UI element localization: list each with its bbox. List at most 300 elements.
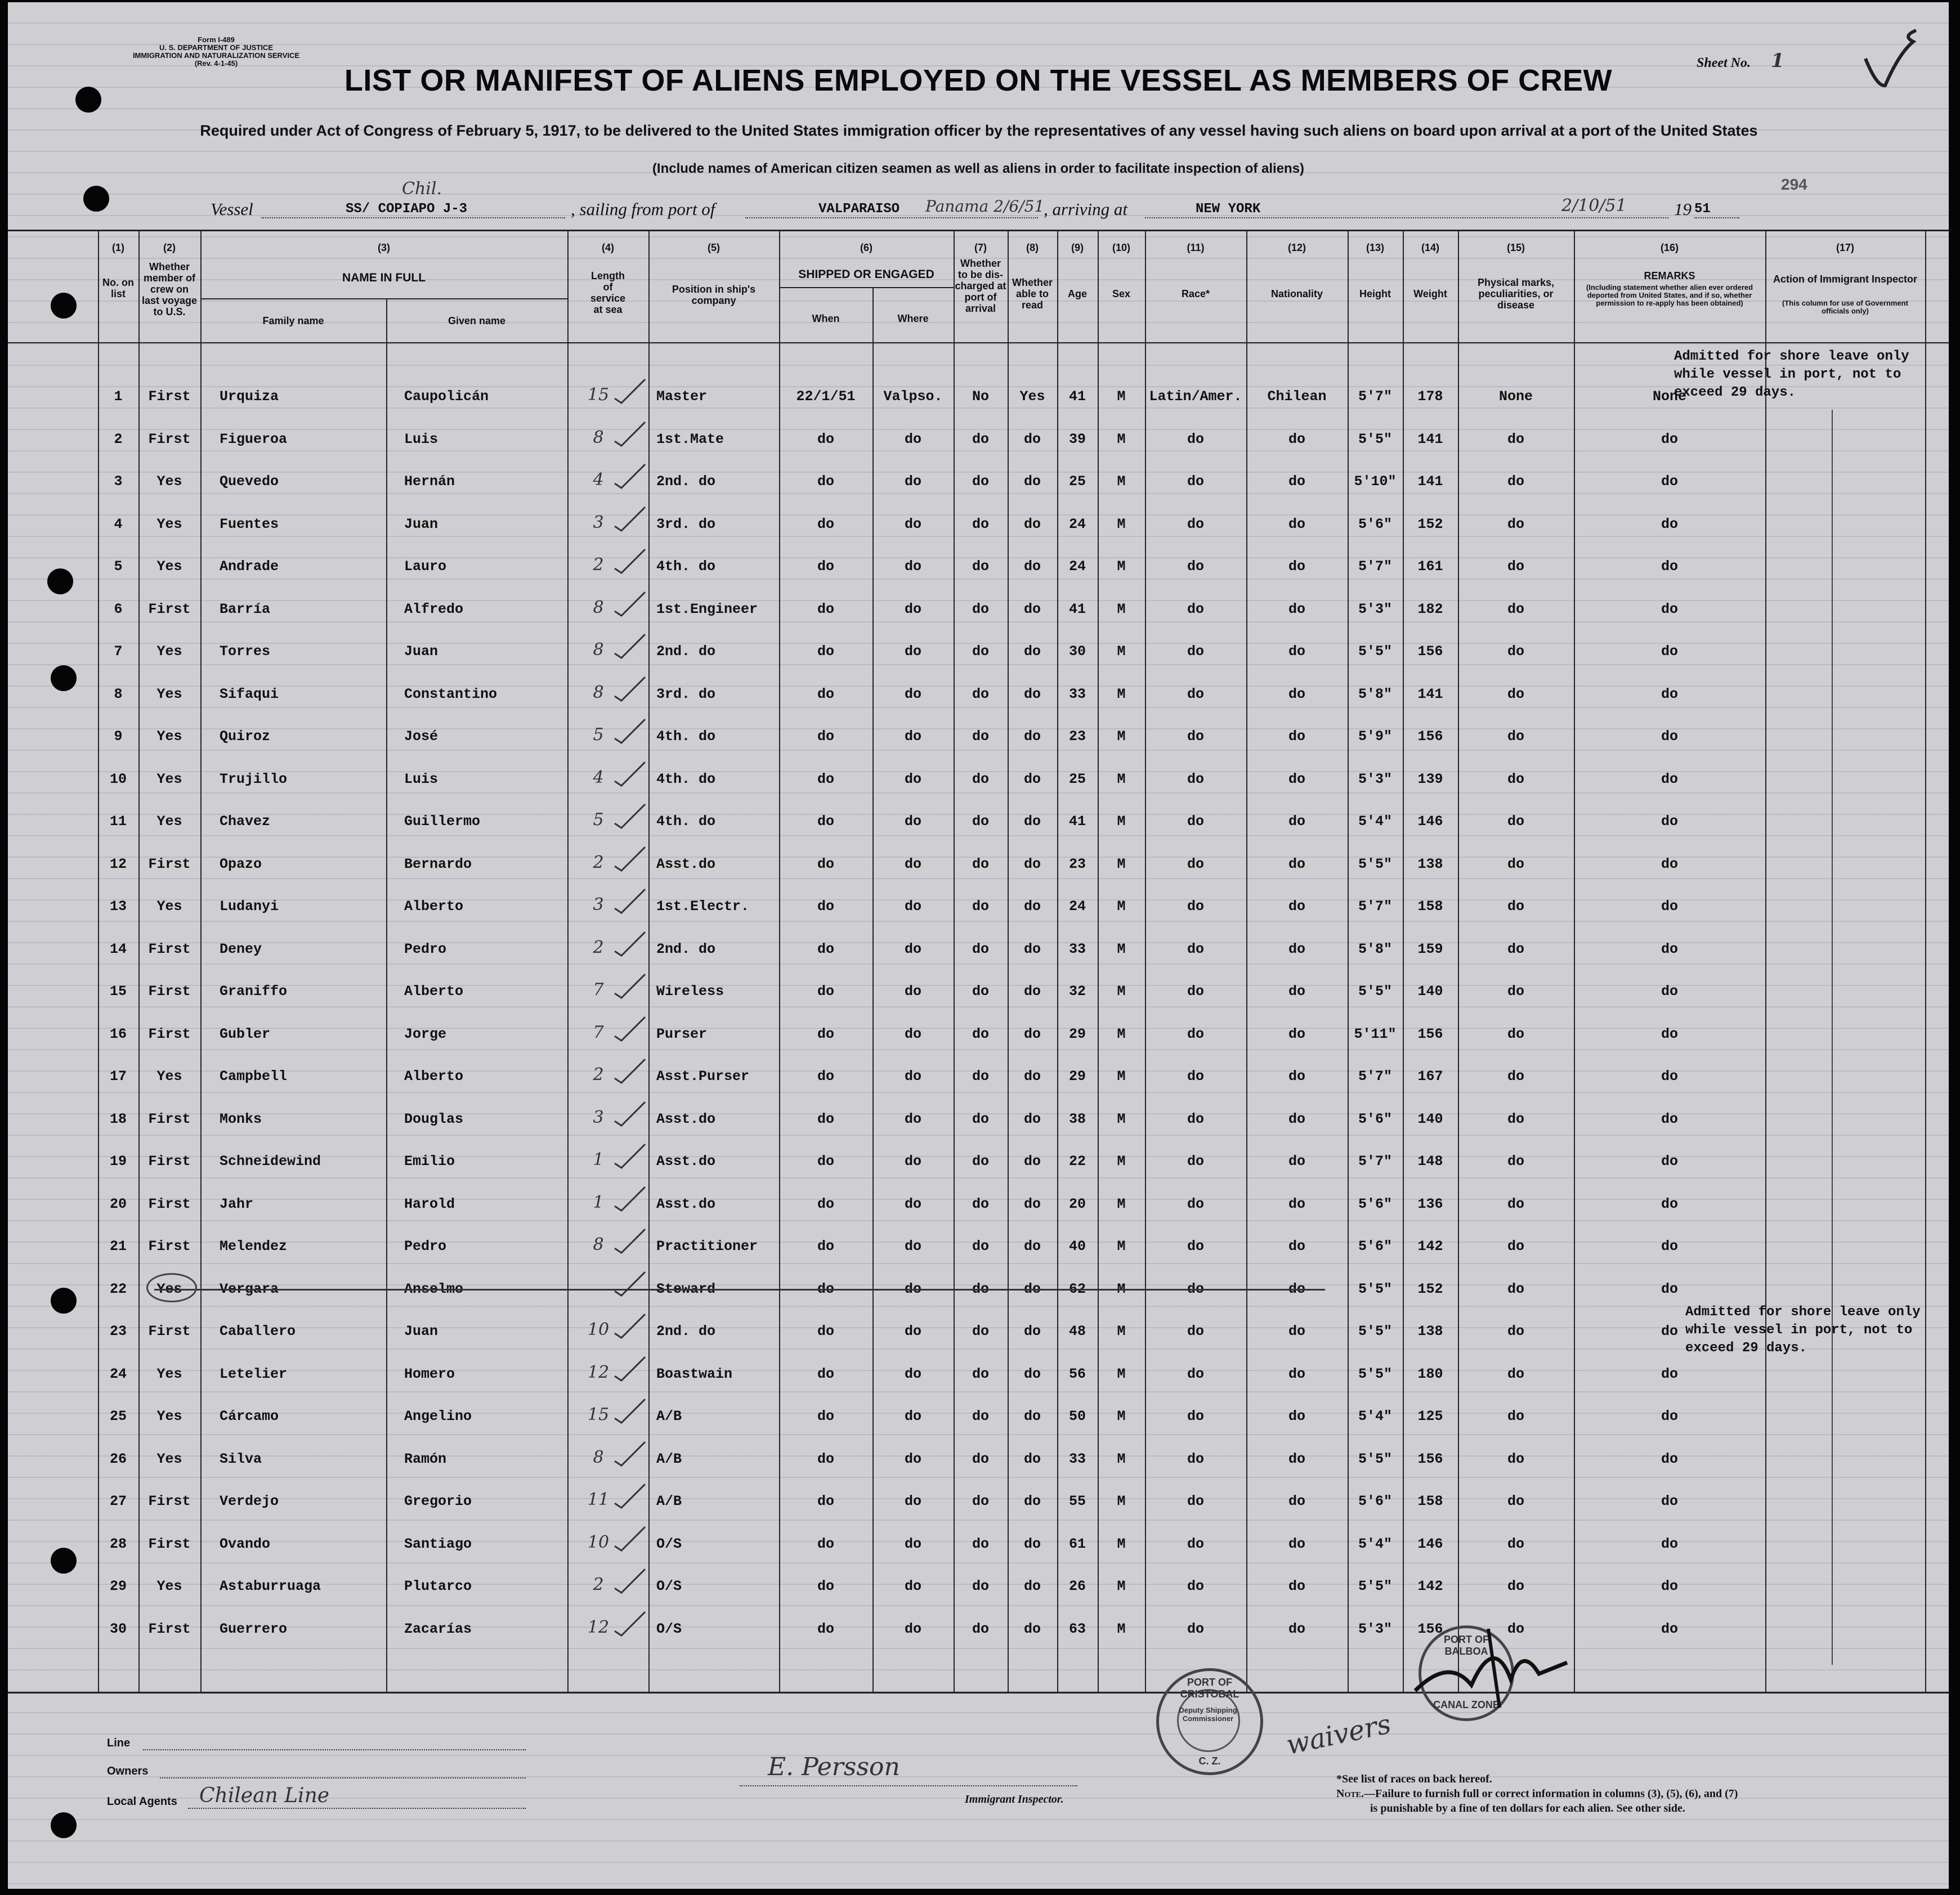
header-inspector-action: Action of Immigrant Inspector bbox=[1773, 274, 1918, 285]
cell-height: 5'5" bbox=[1358, 1366, 1392, 1382]
cell-family-name: Quiroz bbox=[220, 728, 271, 745]
stamp-zone: C. Z. bbox=[1198, 1755, 1221, 1767]
cell-sex: M bbox=[1117, 1153, 1126, 1170]
header-shipped-or-engaged: SHIPPED OR ENGAGED bbox=[798, 268, 934, 281]
circled-mark bbox=[146, 1273, 197, 1302]
cell-row-number: 25 bbox=[109, 1408, 127, 1424]
cell-height: 5'7" bbox=[1358, 898, 1392, 915]
cell-discharged: do bbox=[972, 1196, 989, 1212]
cell-discharged: do bbox=[972, 601, 989, 617]
cell-crew-status: Yes bbox=[156, 1578, 182, 1594]
cell-sex: M bbox=[1117, 898, 1126, 915]
header-remarks: REMARKS bbox=[1644, 270, 1695, 281]
cell-physical-marks: do bbox=[1507, 728, 1524, 745]
cell-nationality: do bbox=[1288, 1408, 1305, 1424]
cell-sex: M bbox=[1117, 1323, 1126, 1340]
cell-physical-marks: do bbox=[1507, 1536, 1524, 1552]
header-physical-marks: Physical marks, peculiarities, or disease bbox=[1477, 277, 1555, 311]
cell-able-to-read: do bbox=[1023, 643, 1041, 660]
cell-given-name: Guillermo bbox=[404, 813, 481, 830]
cell-height: 5'5" bbox=[1358, 983, 1392, 1000]
cell-sex: M bbox=[1117, 686, 1126, 702]
cell-shipped-where: do bbox=[904, 1068, 921, 1085]
cell-crew-status: First bbox=[148, 1621, 191, 1637]
tick-mark-icon bbox=[614, 632, 647, 660]
cell-crew-status: First bbox=[148, 1111, 191, 1127]
cell-sex: M bbox=[1117, 941, 1126, 957]
cell-physical-marks: do bbox=[1507, 771, 1524, 787]
cell-height: 5'5" bbox=[1358, 431, 1392, 447]
cell-crew-status: First bbox=[148, 1238, 191, 1255]
cell-age: 33 bbox=[1068, 941, 1086, 957]
cell-weight: 182 bbox=[1417, 601, 1443, 617]
cell-row-number: 30 bbox=[109, 1621, 127, 1637]
cell-service-length: 8 bbox=[593, 1448, 604, 1467]
col-number: (10) bbox=[1112, 242, 1130, 253]
local-agents-signature: Chilean Line bbox=[199, 1784, 330, 1807]
cell-row-number: 16 bbox=[109, 1026, 127, 1042]
cell-height: 5'3" bbox=[1358, 1621, 1392, 1637]
document-instruction: (Include names of American citizen seamen as well as aliens in order to facilitate inspection of aliens) bbox=[652, 161, 1305, 176]
vessel-annotation: Chil. bbox=[402, 179, 442, 199]
cell-family-name: Fuentes bbox=[220, 516, 279, 532]
cell-remarks: do bbox=[1661, 898, 1678, 915]
cell-position: 1st.Engineer bbox=[656, 601, 758, 617]
cell-shipped-when: do bbox=[817, 1578, 834, 1594]
cell-discharged: do bbox=[972, 813, 989, 830]
cell-crew-status: Yes bbox=[156, 1451, 182, 1467]
cell-discharged: do bbox=[972, 1493, 989, 1509]
stamp-port-name: PORT OF CRISTOBAL bbox=[1180, 1677, 1239, 1700]
cell-given-name: Santiago bbox=[404, 1536, 472, 1552]
cell-remarks: do bbox=[1661, 1153, 1678, 1170]
cell-age: 50 bbox=[1068, 1408, 1086, 1424]
cell-age: 55 bbox=[1068, 1493, 1086, 1509]
cell-given-name: Pedro bbox=[404, 941, 447, 957]
cell-position: 4th. do bbox=[656, 728, 716, 745]
cell-position: O/S bbox=[656, 1536, 682, 1552]
cell-given-name: Anselmo bbox=[404, 1281, 464, 1297]
cell-shipped-when: do bbox=[817, 1536, 834, 1552]
cell-physical-marks: do bbox=[1507, 856, 1524, 872]
cell-given-name: Zacarías bbox=[404, 1621, 472, 1637]
cell-family-name: Jahr bbox=[220, 1196, 254, 1212]
cell-discharged: do bbox=[972, 1408, 989, 1424]
cell-able-to-read: do bbox=[1023, 1536, 1041, 1552]
cell-race: do bbox=[1187, 1068, 1204, 1085]
cell-service-length: 8 bbox=[593, 640, 604, 660]
cell-race: do bbox=[1187, 431, 1204, 447]
cell-height: 5'5" bbox=[1358, 1451, 1392, 1467]
cell-able-to-read: Yes bbox=[1019, 388, 1045, 405]
cell-given-name: Plutarco bbox=[404, 1578, 472, 1594]
cell-nationality: do bbox=[1288, 813, 1305, 830]
sailing-label: , sailing from port of bbox=[571, 199, 715, 219]
cell-race: do bbox=[1187, 1621, 1204, 1637]
cell-shipped-where: do bbox=[904, 1196, 921, 1212]
cell-weight: 152 bbox=[1417, 1281, 1443, 1297]
cell-family-name: Andrade bbox=[220, 558, 279, 575]
cell-age: 23 bbox=[1068, 856, 1086, 872]
cell-row-number: 20 bbox=[109, 1196, 127, 1212]
cell-sex: M bbox=[1117, 728, 1126, 745]
cell-age: 32 bbox=[1068, 983, 1086, 1000]
cell-shipped-when: do bbox=[817, 1366, 834, 1382]
cell-family-name: Silva bbox=[220, 1451, 262, 1467]
cell-able-to-read: do bbox=[1023, 1068, 1041, 1085]
cell-sex: M bbox=[1117, 856, 1126, 872]
cell-age: 26 bbox=[1068, 1578, 1086, 1594]
cell-shipped-when: do bbox=[817, 1281, 834, 1297]
cell-remarks: do bbox=[1661, 558, 1678, 575]
cell-family-name: Urquiza bbox=[220, 388, 279, 405]
cell-remarks: do bbox=[1661, 473, 1678, 490]
cell-shipped-when: do bbox=[817, 473, 834, 490]
revision-date: (Rev. 4-1-45) bbox=[194, 59, 238, 68]
col-number: (14) bbox=[1421, 242, 1439, 253]
cell-nationality: do bbox=[1288, 1323, 1305, 1340]
arrival-port: NEW YORK bbox=[1196, 201, 1261, 217]
cell-position: Purser bbox=[656, 1026, 708, 1042]
cell-crew-status: First bbox=[148, 1493, 191, 1509]
service-name: IMMIGRATION AND NATURALIZATION SERVICE bbox=[132, 51, 300, 60]
cell-remarks: do bbox=[1661, 1408, 1678, 1424]
cell-able-to-read: do bbox=[1023, 1323, 1041, 1340]
cell-discharged: do bbox=[972, 1153, 989, 1170]
tick-mark-icon bbox=[614, 845, 647, 873]
cell-race: do bbox=[1187, 601, 1204, 617]
tick-mark-icon bbox=[614, 1270, 647, 1298]
tick-mark-icon bbox=[614, 760, 647, 788]
cell-given-name: Alfredo bbox=[404, 601, 464, 617]
cell-nationality: do bbox=[1288, 1238, 1305, 1255]
cell-able-to-read: do bbox=[1023, 1366, 1041, 1382]
cell-shipped-when: do bbox=[817, 686, 834, 702]
cell-row-number: 10 bbox=[109, 771, 127, 787]
header-nationality: Nationality bbox=[1270, 288, 1323, 299]
cell-physical-marks: do bbox=[1507, 813, 1524, 830]
cell-nationality: Chilean bbox=[1267, 388, 1327, 405]
cell-shipped-when: do bbox=[817, 728, 834, 745]
cell-family-name: Graniffo bbox=[220, 983, 288, 1000]
binder-hole bbox=[83, 186, 109, 212]
cell-weight: 180 bbox=[1417, 1366, 1443, 1382]
cell-sex: M bbox=[1117, 1068, 1126, 1085]
cell-crew-status: Yes bbox=[156, 686, 182, 702]
cell-shipped-where: do bbox=[904, 431, 921, 447]
header-length-of-service: Length of service at sea bbox=[590, 270, 626, 315]
cell-discharged: do bbox=[972, 898, 989, 915]
cell-race: do bbox=[1187, 898, 1204, 915]
cell-able-to-read: do bbox=[1023, 1408, 1041, 1424]
cell-physical-marks: do bbox=[1507, 1281, 1524, 1297]
cell-row-number: 3 bbox=[114, 473, 123, 490]
cell-race: do bbox=[1187, 1493, 1204, 1509]
cell-service-length: 8 bbox=[593, 428, 604, 447]
cell-remarks: do bbox=[1661, 1578, 1678, 1594]
cell-remarks: do bbox=[1661, 431, 1678, 447]
cell-service-length: 2 bbox=[593, 555, 604, 575]
cell-family-name: Ovando bbox=[220, 1536, 271, 1552]
cell-height: 5'8" bbox=[1358, 686, 1392, 702]
local-agents-label: Local Agents bbox=[107, 1795, 177, 1808]
cell-discharged: do bbox=[972, 686, 989, 702]
cell-service-length: 1 bbox=[593, 1150, 604, 1170]
cell-race: do bbox=[1187, 1238, 1204, 1255]
cell-remarks: do bbox=[1661, 1281, 1678, 1297]
cell-weight: 161 bbox=[1417, 558, 1443, 575]
cell-physical-marks: do bbox=[1507, 983, 1524, 1000]
cell-remarks: do bbox=[1661, 1621, 1678, 1637]
remark-note-top bbox=[1674, 348, 1909, 402]
remark-line: while vessel in port, not to bbox=[1674, 367, 1901, 382]
tick-mark-icon bbox=[614, 802, 647, 830]
cell-given-name: Caupolicán bbox=[404, 388, 489, 405]
cell-shipped-where: do bbox=[904, 1408, 921, 1424]
cell-able-to-read: do bbox=[1023, 941, 1041, 957]
cell-nationality: do bbox=[1288, 431, 1305, 447]
cell-physical-marks: do bbox=[1507, 1111, 1524, 1127]
cell-height: 5'5" bbox=[1358, 856, 1392, 872]
remark-line: while vessel in port, not to bbox=[1685, 1323, 1913, 1338]
cell-shipped-when: do bbox=[817, 1451, 834, 1467]
remark-line: Admitted for shore leave only bbox=[1674, 349, 1909, 364]
cell-given-name: José bbox=[404, 728, 438, 745]
cell-row-number: 2 bbox=[114, 431, 123, 447]
cell-family-name: Gubler bbox=[220, 1026, 271, 1042]
cell-crew-status: Yes bbox=[156, 898, 182, 915]
cell-shipped-where: do bbox=[904, 856, 921, 872]
sheet-number-value: 1 bbox=[1771, 50, 1784, 72]
remark-note-row22 bbox=[1685, 1303, 1921, 1358]
cell-nationality: do bbox=[1288, 1111, 1305, 1127]
cell-age: 33 bbox=[1068, 686, 1086, 702]
cell-nationality: do bbox=[1288, 686, 1305, 702]
cell-physical-marks: do bbox=[1507, 1366, 1524, 1382]
year-value: 51 bbox=[1694, 201, 1711, 217]
cell-remarks: do bbox=[1661, 1111, 1678, 1127]
corner-number: 294 bbox=[1781, 176, 1807, 193]
tick-mark-icon bbox=[614, 887, 647, 915]
cell-position: Asst.do bbox=[656, 1153, 716, 1170]
col-number: (3) bbox=[378, 242, 390, 253]
cell-nationality: do bbox=[1288, 856, 1305, 872]
cell-given-name: Constantino bbox=[404, 686, 498, 702]
department-name: U. S. DEPARTMENT OF JUSTICE bbox=[159, 43, 273, 52]
cell-shipped-where: do bbox=[904, 1578, 921, 1594]
waivers-handwritten: waivers bbox=[1283, 1708, 1394, 1761]
cell-height: 5'7" bbox=[1358, 558, 1392, 575]
cell-service-length: 12 bbox=[587, 1618, 610, 1637]
header-given-name: Given name bbox=[448, 315, 506, 326]
cell-able-to-read: do bbox=[1023, 1111, 1041, 1127]
header-where: Where bbox=[897, 313, 929, 324]
header-discharged: Whether to be dis-charged at port of arrival bbox=[955, 258, 1006, 314]
cell-able-to-read: do bbox=[1023, 1621, 1041, 1637]
cell-able-to-read: do bbox=[1023, 431, 1041, 447]
sailing-port: VALPARAISO bbox=[818, 201, 900, 217]
cell-family-name: Ludanyi bbox=[220, 898, 279, 915]
cell-family-name: Sifaqui bbox=[220, 686, 279, 702]
cell-shipped-where: do bbox=[904, 686, 921, 702]
cell-race: Latin/Amer. bbox=[1149, 388, 1242, 405]
cell-nationality: do bbox=[1288, 1068, 1305, 1085]
col-number: (8) bbox=[1026, 242, 1039, 253]
cell-shipped-where: do bbox=[904, 1281, 921, 1297]
cell-able-to-read: do bbox=[1023, 1153, 1041, 1170]
cell-shipped-when: do bbox=[817, 983, 834, 1000]
cell-race: do bbox=[1187, 1153, 1204, 1170]
cell-height: 5'4" bbox=[1358, 1408, 1392, 1424]
col-number: (15) bbox=[1506, 242, 1525, 253]
cell-race: do bbox=[1187, 1536, 1204, 1552]
cell-shipped-when: do bbox=[817, 1068, 834, 1085]
cell-given-name: Lauro bbox=[404, 558, 447, 575]
cell-age: 23 bbox=[1068, 728, 1086, 745]
cell-physical-marks: do bbox=[1507, 1196, 1524, 1212]
cell-shipped-where: do bbox=[904, 898, 921, 915]
cell-shipped-when: do bbox=[817, 813, 834, 830]
cell-shipped-where: do bbox=[904, 771, 921, 787]
tick-mark-icon bbox=[614, 675, 647, 703]
cell-service-length: 2 bbox=[593, 853, 604, 872]
col-number: (2) bbox=[163, 242, 176, 253]
cell-row-number: 29 bbox=[109, 1578, 127, 1594]
cell-shipped-where: do bbox=[904, 1366, 921, 1382]
col-number: (7) bbox=[974, 242, 987, 253]
cell-race: do bbox=[1187, 473, 1204, 490]
cell-family-name: Verdejo bbox=[220, 1493, 279, 1509]
cell-position: O/S bbox=[656, 1578, 682, 1594]
cell-shipped-where: do bbox=[904, 1323, 921, 1340]
tick-mark-icon bbox=[614, 930, 647, 958]
cell-physical-marks: do bbox=[1507, 1408, 1524, 1424]
cell-nationality: do bbox=[1288, 643, 1305, 660]
cell-discharged: do bbox=[972, 1366, 989, 1382]
cell-given-name: Juan bbox=[404, 516, 438, 532]
cell-weight: 156 bbox=[1417, 1621, 1443, 1637]
cell-sex: M bbox=[1117, 1196, 1126, 1212]
tick-mark-icon bbox=[614, 717, 647, 745]
header-name-in-full: NAME IN FULL bbox=[342, 271, 426, 284]
cell-nationality: do bbox=[1288, 1451, 1305, 1467]
cell-nationality: do bbox=[1288, 601, 1305, 617]
col-number: (16) bbox=[1660, 242, 1679, 253]
cell-nationality: do bbox=[1288, 473, 1305, 490]
cell-service-length: 2 bbox=[593, 1065, 604, 1085]
cell-family-name: Melendez bbox=[220, 1238, 288, 1255]
cell-age: 41 bbox=[1068, 813, 1086, 830]
cell-race: do bbox=[1187, 1408, 1204, 1424]
tick-mark-icon bbox=[614, 1227, 647, 1255]
header-weight: Weight bbox=[1413, 288, 1447, 299]
cell-age: 33 bbox=[1068, 1451, 1086, 1467]
cell-nationality: do bbox=[1288, 1493, 1305, 1509]
cell-age: 25 bbox=[1068, 473, 1086, 490]
cell-sex: M bbox=[1117, 558, 1126, 575]
cell-height: 5'10" bbox=[1354, 473, 1397, 490]
col-number: (1) bbox=[112, 242, 124, 253]
crew-table bbox=[8, 230, 1949, 1699]
cell-race: do bbox=[1187, 1451, 1204, 1467]
cell-sex: M bbox=[1117, 431, 1126, 447]
cell-crew-status: Yes bbox=[156, 473, 182, 490]
cell-shipped-when: do bbox=[817, 771, 834, 787]
cell-given-name: Douglas bbox=[404, 1111, 464, 1127]
cell-nationality: do bbox=[1288, 1026, 1305, 1042]
cell-sex: M bbox=[1117, 473, 1126, 490]
remark-line: exceed 29 days. bbox=[1685, 1341, 1807, 1356]
col-number: (13) bbox=[1366, 242, 1384, 253]
cell-able-to-read: do bbox=[1023, 728, 1041, 745]
cell-remarks: do bbox=[1661, 983, 1678, 1000]
cell-height: 5'3" bbox=[1358, 771, 1392, 787]
cell-sex: M bbox=[1117, 1493, 1126, 1509]
cell-position: 2nd. do bbox=[656, 1323, 716, 1340]
cell-discharged: do bbox=[972, 1578, 989, 1594]
cell-shipped-when: 22/1/51 bbox=[796, 388, 856, 405]
remark-line: exceed 29 days. bbox=[1674, 385, 1796, 400]
tick-mark-icon bbox=[614, 377, 647, 405]
cell-given-name: Pedro bbox=[404, 1238, 447, 1255]
cell-race: do bbox=[1187, 1578, 1204, 1594]
header-able-to-read: Whether able to read bbox=[1012, 277, 1053, 311]
cell-age: 22 bbox=[1068, 1153, 1086, 1170]
cell-age: 30 bbox=[1068, 643, 1086, 660]
cell-service-length: 7 bbox=[593, 980, 604, 1000]
cell-race: do bbox=[1187, 1323, 1204, 1340]
cell-remarks: do bbox=[1661, 813, 1678, 830]
cell-sex: M bbox=[1117, 1026, 1126, 1042]
tick-mark-icon bbox=[614, 462, 647, 490]
cell-shipped-when: do bbox=[817, 1621, 834, 1637]
cell-able-to-read: do bbox=[1023, 813, 1041, 830]
cell-family-name: Barría bbox=[220, 601, 271, 617]
cell-discharged: do bbox=[972, 856, 989, 872]
cell-discharged: do bbox=[972, 1026, 989, 1042]
cell-service-length: 8 bbox=[593, 683, 604, 702]
cell-remarks: do bbox=[1661, 1493, 1678, 1509]
cell-race: do bbox=[1187, 941, 1204, 957]
cell-discharged: do bbox=[972, 1323, 989, 1340]
col-number: (6) bbox=[860, 242, 872, 253]
cell-weight: 138 bbox=[1417, 1323, 1443, 1340]
cell-nationality: do bbox=[1288, 771, 1305, 787]
cell-family-name: Opazo bbox=[220, 856, 262, 872]
cell-nationality: do bbox=[1288, 1281, 1305, 1297]
cell-position: Wireless bbox=[656, 983, 724, 1000]
cell-sex: M bbox=[1117, 1281, 1126, 1297]
cell-weight: 152 bbox=[1417, 516, 1443, 532]
row-strikethrough bbox=[154, 1289, 1325, 1291]
cell-service-length: 1 bbox=[593, 1193, 604, 1212]
cell-row-number: 26 bbox=[109, 1451, 127, 1467]
cell-family-name: Quevedo bbox=[220, 473, 279, 490]
cell-family-name: Caballero bbox=[220, 1323, 296, 1340]
cell-physical-marks: do bbox=[1507, 1238, 1524, 1255]
tick-mark-icon bbox=[614, 1185, 647, 1213]
tick-mark-icon bbox=[614, 420, 647, 448]
note-text: —Failure to furnish full or correct information in columns (3), (5), (6), and (7) bbox=[1364, 1788, 1738, 1800]
cell-discharged: No bbox=[972, 388, 989, 405]
cell-service-length: 3 bbox=[593, 895, 604, 915]
cell-family-name: Figueroa bbox=[220, 431, 288, 447]
cell-weight: 141 bbox=[1417, 473, 1443, 490]
cell-crew-status: Yes bbox=[156, 558, 182, 575]
col-number: (5) bbox=[708, 242, 720, 253]
cell-able-to-read: do bbox=[1023, 473, 1041, 490]
cell-able-to-read: do bbox=[1023, 601, 1041, 617]
